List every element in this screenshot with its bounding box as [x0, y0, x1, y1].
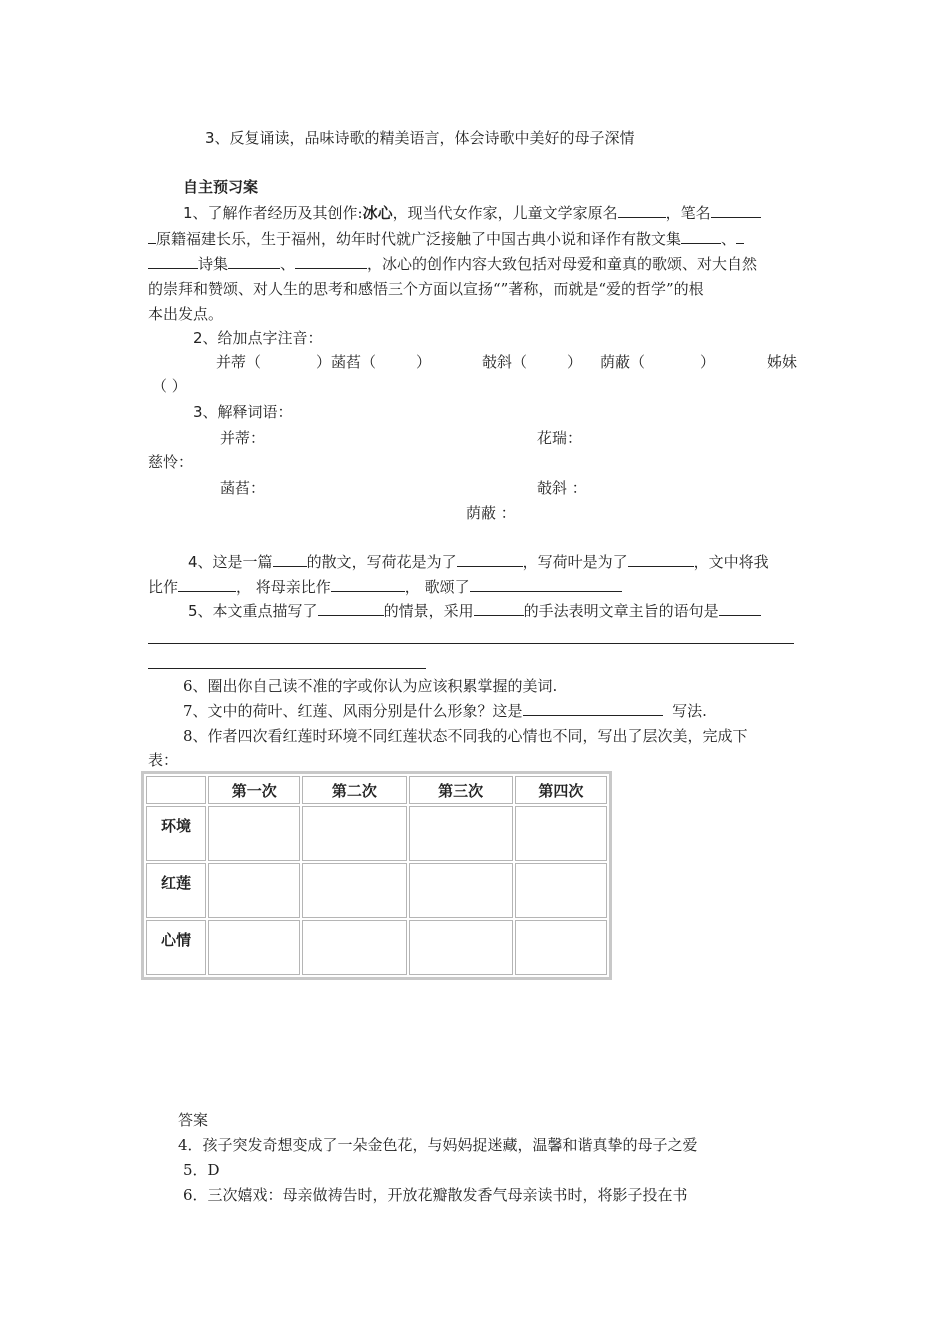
blank-praised[interactable] — [470, 577, 622, 592]
q2-item-4: 攲斜（ — [482, 353, 528, 371]
answer-4: 4．孩子突发奇想变成了一朵金色花，与妈妈捉迷藏，温馨和谐真挚的母子之爱 — [178, 1136, 698, 1154]
q1-prefix: 、了解作者经历及其创作: — [192, 204, 363, 222]
q4-text-f: ， 将母亲比作 — [236, 578, 331, 596]
table-cell[interactable] — [409, 806, 513, 861]
blank-prose-2-cont[interactable] — [148, 254, 198, 269]
table-cell[interactable] — [515, 920, 607, 975]
q8-line-1: 8、作者四次看红莲时环境不同红莲状态不同我的心情也不同，写出了层次美，完成下 — [183, 727, 748, 745]
q1-text-c: 原籍福建长乐，生于福州，幼年时代就广泛接触了中国古典小说和译作有散文集 — [156, 230, 682, 248]
table-cell[interactable] — [208, 863, 300, 918]
answer-5: 5．D — [183, 1161, 220, 1179]
q5-text-c: 的手法表明文章主旨的语句是 — [523, 602, 719, 620]
table-header-third: 第三次 — [409, 776, 513, 804]
table-cell[interactable] — [515, 806, 607, 861]
q1-text-d: 、 — [721, 230, 737, 248]
completion-table — [141, 771, 612, 980]
q1-text-f: 、 — [280, 255, 296, 273]
blank-technique[interactable] — [474, 601, 524, 616]
q1-text-e: 诗集 — [198, 255, 229, 273]
q2-item-8: 姊妹 — [767, 353, 798, 371]
q1-author: 冰心 — [362, 204, 393, 222]
blank-writing-method[interactable] — [523, 701, 663, 716]
table-cell[interactable] — [208, 806, 300, 861]
blank-original-name[interactable] — [618, 203, 666, 218]
q2-item-7: ） — [700, 353, 716, 371]
q1-text-b: ，笔名 — [665, 204, 711, 222]
table-row — [146, 920, 607, 975]
q3-term-cilian: 慈怜： — [148, 453, 194, 471]
blank-lotus-purpose[interactable] — [457, 552, 523, 567]
answer-6: 6．三次嬉戏：母亲做祷告时，开放花瓣散发香气母亲读书时，将影子投在书 — [183, 1186, 688, 1204]
q3-term-bingdi: 并蒂： — [220, 429, 266, 447]
q4-text-d: ，文中将我 — [693, 553, 769, 571]
q7-text-b: 写法. — [672, 702, 707, 720]
table-corner-cell — [146, 776, 206, 804]
blank-me-compared[interactable] — [178, 577, 236, 592]
blank-prose-1[interactable] — [681, 229, 721, 244]
q5-line-1 — [188, 601, 761, 621]
table-header-first: 第一次 — [208, 776, 300, 804]
q4-text-a: 、这是一篇 — [197, 553, 273, 571]
q1-line-2 — [148, 229, 744, 249]
q3-term-huarui: 花瑞： — [537, 429, 583, 447]
q4-text-e: 比作 — [148, 578, 179, 596]
q2-item-3: ） — [416, 353, 432, 371]
blank-poetry-2[interactable] — [295, 254, 367, 269]
q4-text-b: 的散文，写荷花是为了 — [306, 553, 457, 571]
q1-number: 1 — [183, 204, 193, 222]
q3-term-handan: 菡萏： — [220, 479, 266, 497]
q2-title: 2、给加点字注音： — [193, 329, 323, 347]
table-header-second: 第二次 — [302, 776, 406, 804]
answer-line-2[interactable] — [148, 668, 426, 669]
blank-pen-name[interactable] — [711, 203, 761, 218]
q5-text-b: 的情景，采用 — [383, 602, 474, 620]
q3-term-yinbi: 荫蔽 ： — [466, 504, 516, 522]
blank-scene[interactable] — [318, 601, 384, 616]
table-row — [146, 806, 607, 861]
table-row-label-red-lotus: 红莲 — [146, 863, 206, 918]
table-cell[interactable] — [302, 863, 406, 918]
answers-title: 答案 — [178, 1111, 209, 1129]
q4-line-2 — [148, 577, 622, 597]
table-row-label-environment: 环境 — [146, 806, 206, 861]
q1-text-a: ，现当代女作家，儿童文学家原名 — [392, 204, 618, 222]
table-cell[interactable] — [409, 920, 513, 975]
table-row — [146, 863, 607, 918]
q7-line — [183, 701, 707, 721]
q1-line-4: 的崇拜和赞颂、对人生的思考和感悟三个方面以宣扬“”著称，而就是“爱的哲学”的根 — [148, 280, 704, 298]
blank-pen-name-cont[interactable] — [148, 229, 156, 244]
q2-item-5: ） — [567, 353, 583, 371]
table-cell[interactable] — [302, 920, 406, 975]
section-title: 自主预习案 — [183, 178, 259, 196]
q1-line-5: 本出发点。 — [148, 305, 224, 323]
table-header-fourth: 第四次 — [515, 776, 607, 804]
q2-item-2: ）菡萏（ — [316, 353, 377, 371]
objective-3: 3、反复诵读，品味诗歌的精美语言，体会诗歌中美好的母子深情 — [205, 129, 635, 147]
q4-text-c: ，写荷叶是为了 — [522, 553, 628, 571]
q1-text-g: ，冰心的创作内容大致包括对母爱和童真的歌颂、对大自然 — [367, 255, 758, 273]
blank-essay-type[interactable] — [273, 552, 307, 567]
q5-number: 5 — [188, 602, 198, 620]
q6: 6、圈出你自己读不准的字或你认为应该积累掌握的美词. — [183, 677, 558, 695]
q4-text-g: ， 歌颂了 — [404, 578, 470, 596]
q1-line-1 — [183, 203, 761, 223]
q4-line-1 — [188, 552, 769, 572]
table-row-label-mood: 心情 — [146, 920, 206, 975]
q8-line-2: 表： — [148, 751, 179, 769]
blank-theme-sentence[interactable] — [719, 601, 761, 616]
q7-text-a: 7、文中的荷叶、红莲、风雨分别是什么形象？这是 — [183, 702, 523, 720]
answer-line-1[interactable] — [148, 643, 794, 644]
table-header-row — [146, 776, 607, 804]
q4-number: 4 — [188, 553, 198, 571]
blank-leaf-purpose[interactable] — [628, 552, 694, 567]
table-cell[interactable] — [302, 806, 406, 861]
blank-prose-2[interactable] — [736, 229, 744, 244]
blank-poetry-1[interactable] — [228, 254, 280, 269]
q1-line-3 — [148, 254, 757, 274]
q2-wrap: （ ） — [152, 377, 187, 395]
table-cell[interactable] — [515, 863, 607, 918]
table-cell[interactable] — [208, 920, 300, 975]
q2-item-1: 并蒂（ — [216, 353, 262, 371]
q2-item-6: 荫蔽（ — [600, 353, 646, 371]
q3-term-qixie: 攲斜 ： — [537, 479, 587, 497]
table-cell[interactable] — [409, 863, 513, 918]
q3-title: 3、解释词语： — [193, 403, 293, 421]
q5-text-a: 、本文重点描写了 — [197, 602, 318, 620]
blank-mother-compared[interactable] — [331, 577, 405, 592]
